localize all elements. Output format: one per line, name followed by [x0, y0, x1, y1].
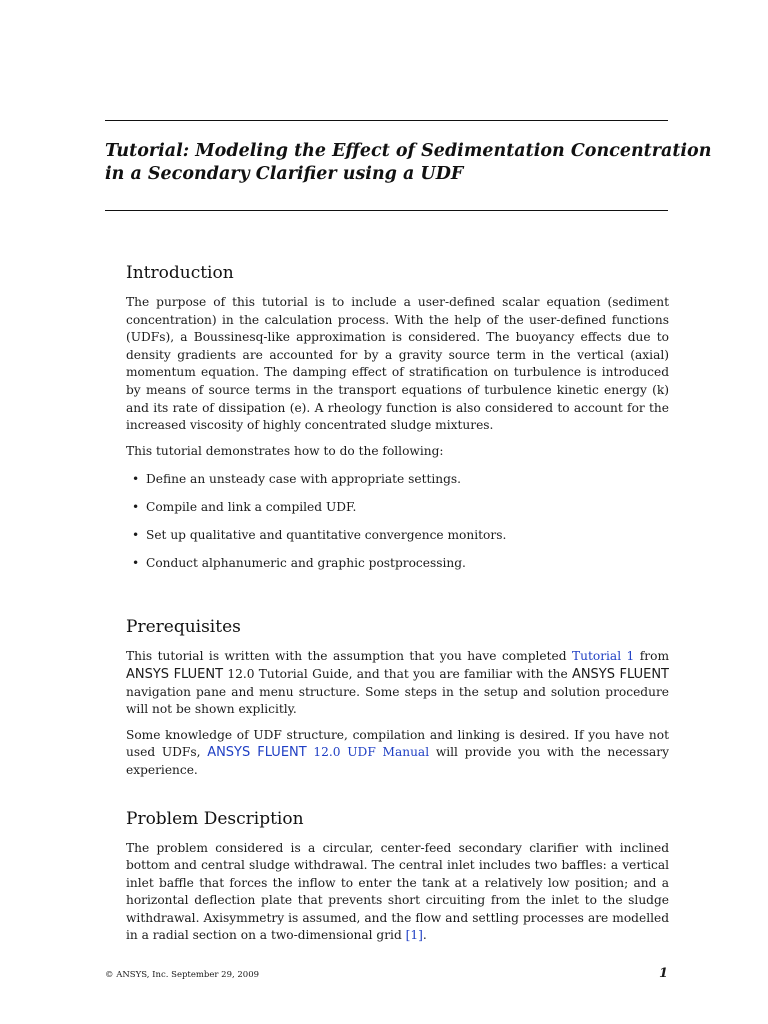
introduction-heading: Introduction — [126, 263, 234, 283]
problem-description-paragraph: The problem considered is a circular, center-feed secondary clarifier with inclined bottom and central sludge withdrawal. The central inlet includes two baffles: a vertical inlet baffle that forces the inflow to enter the tank at a relatively low position; and a horizontal deflection plate that prevents short circuiting from the inlet to the sludge withdrawal. Axisymmetry is assumed, and the flow and settling processes are modelled in a radial section on a two-dimensional grid [1]. — [126, 840, 669, 943]
udf-manual-link-brand[interactable]: ANSYS FLUENT — [207, 745, 307, 761]
title-bottom-rule — [105, 210, 668, 211]
bullet-icon: • — [132, 528, 140, 543]
tutorial-1-link[interactable]: Tutorial 1 — [571, 649, 635, 664]
list-item: • Compile and link a compiled UDF. — [132, 500, 357, 515]
document-title — [105, 140, 712, 186]
reference-link[interactable]: [1] — [405, 928, 423, 943]
problem-description-heading: Problem Description — [126, 808, 304, 829]
copyright-notice: © ANSYS, Inc. September 29, 2009 — [105, 970, 260, 980]
title-line-2: in a Secondary Clarifier using a UDF — [105, 164, 464, 184]
page-number: 1 — [658, 966, 668, 981]
prerequisites-heading: Prerequisites — [126, 617, 241, 638]
bullet-icon: • — [132, 500, 140, 515]
title-top-rule — [105, 120, 668, 121]
title-line-1: Tutorial: Modeling the Effect of Sedimentation Concentration — [105, 141, 712, 161]
prerequisites-paragraph-2: Some knowledge of UDF structure, compilation and linking is desired. If you have not used UDFs, ANSYS FLUENT 12.0 UDF Manual will provide you with the necessary experience. — [126, 727, 669, 777]
list-item: • Conduct alphanumeric and graphic postprocessing. — [132, 556, 466, 571]
brand-name: ANSYS FLUENT — [126, 666, 224, 682]
introduction-paragraph: The purpose of this tutorial is to include a user-defined scalar equation (sediment concentration) in the calculation process. With the help of the user-defined functions (UDFs), a Boussinesq-like approximation is considered. The buoyancy effects due to density gradients are accounted for by a gravity source term in the vertical (axial) momentum equation. The damping effect of stratification on turbulence is introduced by means of source terms in the transport equations of turbulence kinetic energy (k) and its rate of dissipation (e). A rheology function is also considered to account for the increased viscosity of highly concentrated sludge mixtures. — [126, 295, 669, 433]
list-item: • Set up qualitative and quantitative convergence monitors. — [132, 528, 507, 543]
bullet-icon: • — [132, 556, 140, 571]
brand-name: ANSYS FLUENT — [571, 666, 669, 682]
introduction-section — [126, 262, 669, 572]
introduction-lead-in: This tutorial demonstrates how to do the following: — [126, 443, 444, 458]
bullet-icon: • — [132, 472, 140, 487]
prerequisites-paragraph-1: This tutorial is written with the assumption that you have completed Tutorial 1 from ANSYS FLUENT 12.0 Tutorial Guide, and that you are familiar with the ANSYS FLUENT navigation pane and menu structure. Some steps in the setup and solution procedure will not be shown explicitly. — [126, 649, 670, 717]
list-item: • Define an unsteady case with appropriate settings. — [132, 472, 462, 487]
prerequisites-section — [126, 616, 669, 779]
problem-description-section — [126, 808, 669, 946]
objectives-list — [126, 470, 669, 572]
page-footer — [105, 966, 668, 981]
main-content — [126, 262, 669, 953]
udf-manual-link[interactable]: 12.0 UDF Manual — [306, 745, 430, 760]
